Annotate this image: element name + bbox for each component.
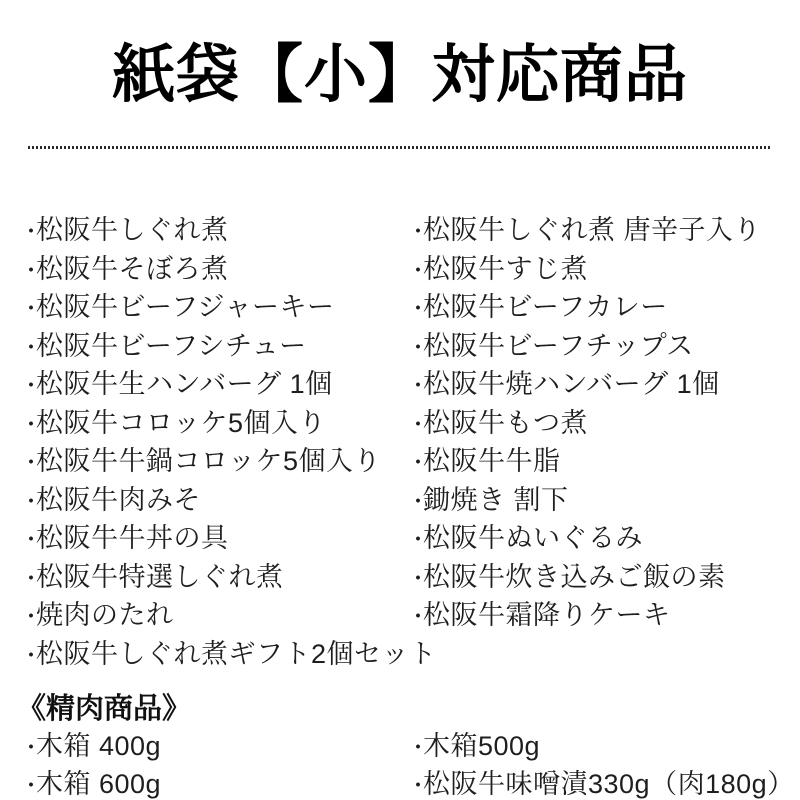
product-list-item bbox=[407, 520, 800, 559]
product-column-right bbox=[407, 212, 800, 674]
meat-column-right bbox=[407, 728, 800, 800]
bullet-icon: ・ bbox=[20, 450, 43, 475]
product-list-item bbox=[407, 559, 800, 598]
bullet-icon: ・ bbox=[20, 296, 43, 321]
product-list-item bbox=[20, 251, 407, 290]
bullet-icon: ・ bbox=[20, 565, 43, 591]
bullet-icon: ・ bbox=[407, 734, 430, 760]
product-list-item bbox=[407, 728, 800, 767]
product-name: 松阪牛焼ハンバーグ 1個 bbox=[423, 369, 720, 399]
product-name: 木箱 600g bbox=[36, 769, 162, 799]
product-list-item bbox=[407, 328, 800, 367]
product-name: 松阪牛牛脂 bbox=[423, 446, 561, 476]
product-list-item bbox=[407, 366, 800, 405]
product-name: 松阪牛味噌漬330g（肉180g） bbox=[423, 769, 795, 799]
product-list-item bbox=[20, 766, 407, 800]
product-list bbox=[0, 149, 800, 674]
product-name: 松阪牛霜降りケーキ bbox=[423, 600, 671, 630]
product-list-item bbox=[407, 289, 800, 328]
product-list-item bbox=[20, 212, 407, 251]
product-list-item bbox=[20, 289, 407, 328]
product-list-item bbox=[20, 482, 407, 521]
product-name: 松阪牛牛丼の具 bbox=[36, 523, 229, 553]
product-list-item bbox=[20, 597, 407, 636]
product-list-item bbox=[407, 443, 800, 482]
product-list-item bbox=[20, 443, 407, 482]
product-name: 松阪牛ビーフジャーキー bbox=[36, 292, 335, 322]
meat-products-section bbox=[0, 691, 800, 800]
bullet-icon: ・ bbox=[20, 642, 43, 668]
product-list-item bbox=[20, 328, 407, 367]
product-list-item bbox=[407, 766, 800, 800]
bullet-icon: ・ bbox=[407, 257, 430, 283]
meat-section-title: 《精肉商品》 bbox=[17, 693, 192, 725]
bullet-icon: ・ bbox=[20, 334, 43, 360]
bullet-icon: ・ bbox=[20, 734, 43, 760]
product-name: 松阪牛ビーフシチュー bbox=[36, 330, 307, 361]
bullet-icon: ・ bbox=[20, 604, 43, 629]
bullet-icon: ・ bbox=[407, 373, 430, 398]
bullet-icon: ・ bbox=[407, 604, 430, 629]
product-list-item bbox=[20, 728, 407, 767]
bullet-icon: ・ bbox=[407, 488, 430, 514]
bullet-icon: ・ bbox=[407, 450, 430, 475]
meat-column-left bbox=[20, 728, 407, 800]
product-list-item bbox=[407, 212, 800, 251]
product-name: 松阪牛炊き込みご飯の素 bbox=[423, 561, 726, 592]
product-name: 松阪牛特選しぐれ煮 bbox=[36, 561, 284, 592]
product-name: 松阪牛ぬいぐるみ bbox=[423, 523, 643, 553]
product-name: 松阪牛ビーフカレー bbox=[423, 292, 668, 322]
product-name: 松阪牛もつ煮 bbox=[423, 407, 588, 438]
product-name: 松阪牛肉みそ bbox=[36, 484, 201, 515]
product-name: 松阪牛すじ煮 bbox=[423, 253, 588, 284]
page-title: 紙袋【小】対応商品 bbox=[112, 40, 688, 110]
bullet-icon: ・ bbox=[407, 296, 430, 321]
product-list-item bbox=[407, 597, 800, 636]
product-name: 松阪牛牛鍋コロッケ5個入り bbox=[36, 446, 381, 476]
product-name: 松阪牛ビーフチップス bbox=[423, 330, 694, 361]
product-list-item bbox=[407, 251, 800, 290]
bullet-icon: ・ bbox=[407, 565, 430, 591]
bullet-icon: ・ bbox=[20, 527, 43, 552]
product-list-item bbox=[407, 482, 800, 521]
bullet-icon: ・ bbox=[20, 411, 43, 437]
meat-products-list bbox=[0, 728, 800, 800]
bullet-icon: ・ bbox=[20, 219, 43, 244]
product-list-item bbox=[20, 405, 407, 444]
bullet-icon: ・ bbox=[407, 773, 430, 798]
product-list-item bbox=[20, 520, 407, 559]
product-name: 松阪牛生ハンバーグ 1個 bbox=[36, 369, 333, 399]
product-name: 松阪牛そぼろ煮 bbox=[36, 253, 229, 284]
bullet-icon: ・ bbox=[20, 257, 43, 283]
bullet-icon: ・ bbox=[20, 373, 43, 398]
product-name: 木箱 400g bbox=[36, 730, 162, 761]
product-list-item bbox=[20, 636, 437, 675]
product-name: 鋤焼き 割下 bbox=[423, 484, 569, 515]
bullet-icon: ・ bbox=[407, 334, 430, 360]
product-name: 松阪牛しぐれ煮 唐辛子入り bbox=[423, 215, 762, 245]
product-column-left bbox=[20, 212, 437, 674]
product-list-item bbox=[20, 366, 407, 405]
product-name: 木箱500g bbox=[423, 730, 541, 761]
bullet-icon: ・ bbox=[407, 411, 430, 437]
bullet-icon: ・ bbox=[407, 527, 430, 552]
bullet-icon: ・ bbox=[407, 219, 430, 244]
product-name: 松阪牛しぐれ煮 bbox=[36, 215, 229, 245]
bullet-icon: ・ bbox=[20, 488, 43, 514]
product-list-item bbox=[20, 559, 407, 598]
product-name: 松阪牛しぐれ煮ギフト2個セット bbox=[36, 638, 437, 669]
bullet-icon: ・ bbox=[20, 773, 43, 798]
product-list-item bbox=[407, 405, 800, 444]
product-name: 焼肉のたれ bbox=[36, 600, 174, 630]
product-name: 松阪牛コロッケ5個入り bbox=[36, 407, 326, 438]
